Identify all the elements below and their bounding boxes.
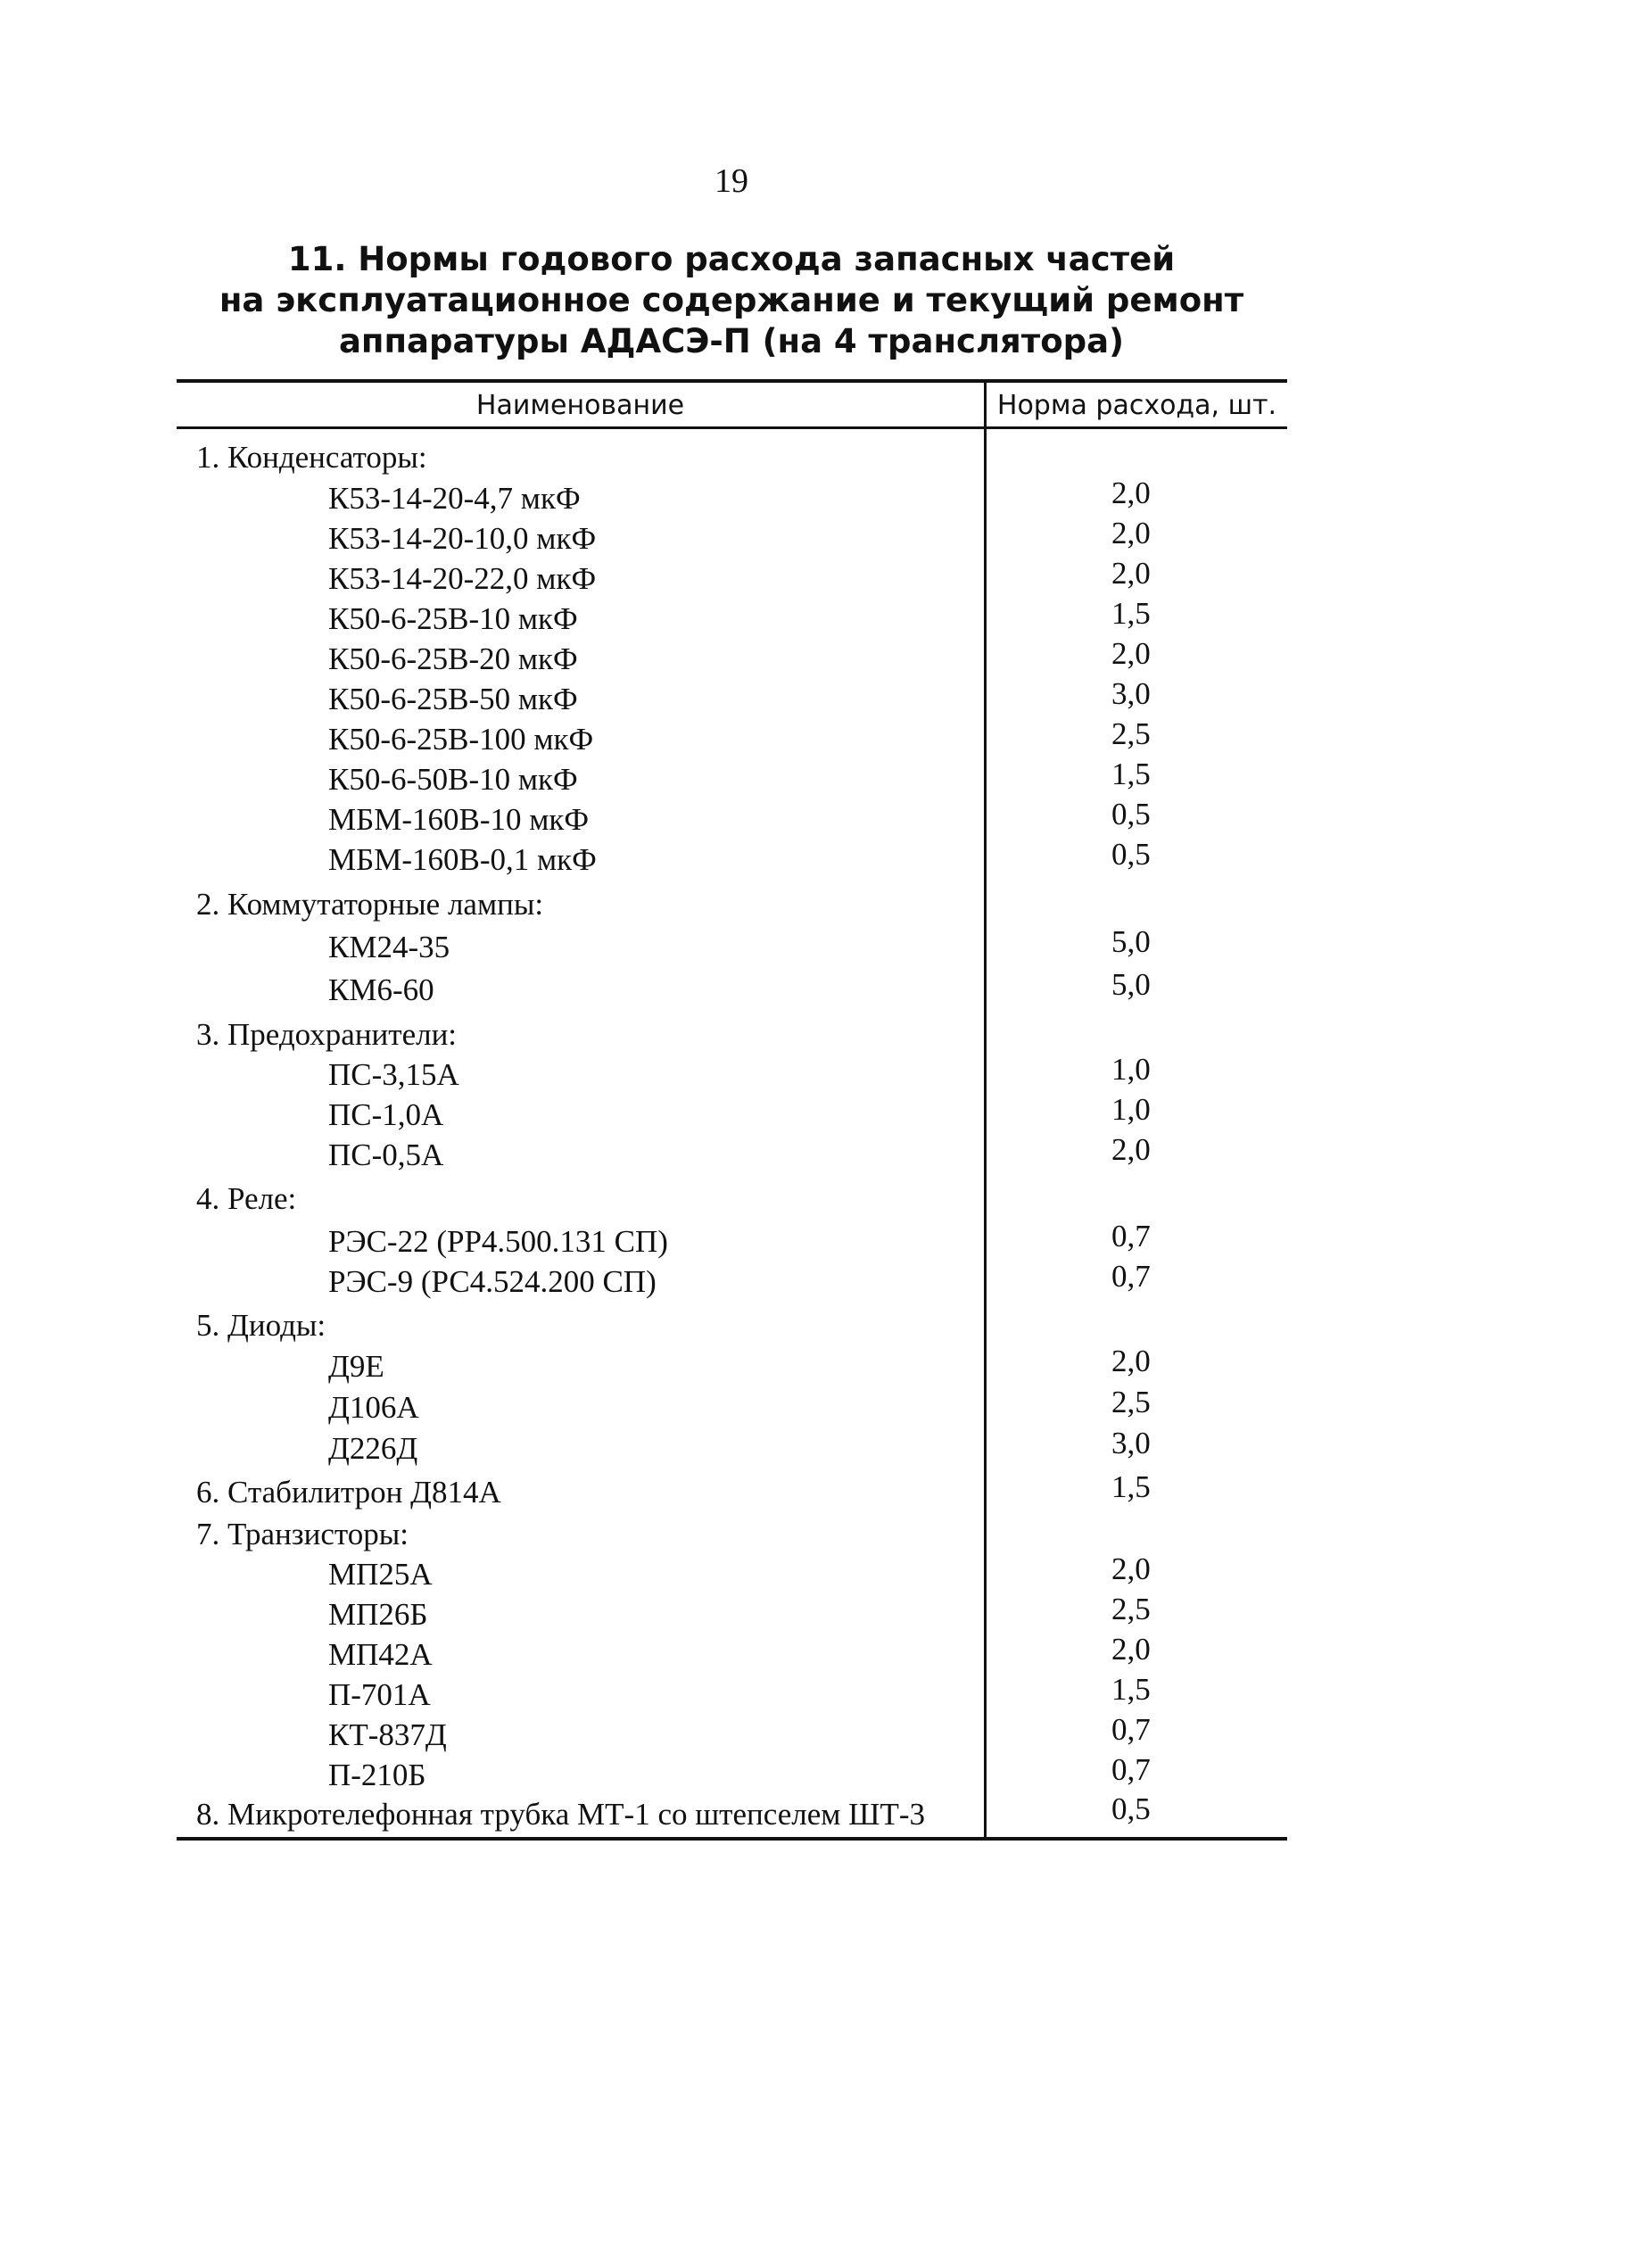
row-name: К53-14-20-22,0 мкФ [328,561,597,596]
table-row-category [177,1015,1287,1055]
row-name: П-210Б [328,1758,426,1792]
row-name: К50-6-25В-10 мкФ [328,601,578,636]
row-name: КТ-837Д [328,1717,447,1752]
row-value: 0,5 [1111,837,1151,872]
table-header-rule [177,426,1287,429]
row-value: 0,7 [1111,1219,1151,1253]
row-value: 1,5 [1111,596,1151,631]
row-name: МП25А [328,1557,433,1592]
table-row-category [177,1791,1287,1834]
row-value: 1,0 [1111,1052,1151,1087]
row-value: 1,0 [1111,1092,1151,1127]
row-name: МП26Б [328,1597,428,1632]
title-line-1: 11. Нормы годового расхода запасных частей [287,240,1176,278]
row-value: 2,0 [1111,636,1151,671]
table-row [177,1551,1287,1594]
table-row [177,1052,1287,1095]
row-name: Д106А [328,1390,419,1425]
row-name: 3. Предохранители: [196,1017,458,1052]
row-name: МБМ-160В-10 мкФ [328,802,590,837]
row-value: 2,0 [1111,476,1151,510]
row-value: 3,0 [1111,676,1151,711]
row-value: 2,5 [1111,1592,1151,1626]
row-name: К53-14-20-10,0 мкФ [328,521,597,556]
row-value: 2,5 [1111,1385,1151,1419]
row-name: 6. Стабилитрон Д814А [196,1475,501,1510]
row-name: КМ24-35 [328,930,450,964]
row-value: 5,0 [1111,924,1151,959]
row-name: К50-6-25В-20 мкФ [328,641,578,676]
row-name: К53-14-20-4,7 мкФ [328,481,581,516]
row-name: К50-6-25В-100 мкФ [328,722,594,757]
table-bottom-rule [177,1837,1287,1841]
title-line-2: на эксплуатационное содержание и текущий ремонт [219,281,1244,319]
row-name: ПС-3,15А [328,1057,459,1092]
row-name: Д226Д [328,1431,418,1466]
row-name: 7. Транзисторы: [196,1517,409,1551]
row-value: 3,0 [1111,1426,1151,1460]
row-name: КМ6-60 [328,972,434,1007]
row-value: 0,7 [1111,1712,1151,1747]
row-name: Д9Е [328,1349,384,1384]
row-value: 1,5 [1111,757,1151,791]
row-value: 1,5 [1111,1469,1151,1504]
table-row [177,596,1287,639]
table-row-category [177,885,1287,924]
table-title [0,239,1463,362]
row-value: 0,5 [1111,797,1151,831]
row-name: К50-6-50В-10 мкФ [328,762,578,797]
row-name: РЭС-22 (РР4.500.131 СП) [328,1224,668,1259]
row-name: 4. Реле: [196,1181,297,1216]
table-row [177,1259,1287,1302]
row-name: К50-6-25В-50 мкФ [328,682,578,716]
row-name: МП42А [328,1637,433,1672]
table-row [177,967,1287,1010]
header-norm: Норма расхода, шт. [996,390,1277,421]
row-name: П-701А [328,1677,431,1712]
row-value: 2,0 [1111,516,1151,550]
row-value: 2,0 [1111,1344,1151,1378]
row-name: ПС-0,5А [328,1138,444,1172]
table-row [177,837,1287,880]
table-row [177,676,1287,719]
row-name: МБМ-160В-0,1 мкФ [328,842,597,877]
table-row-category [177,438,1287,477]
header-name: Наименование [475,390,685,421]
table-row [177,516,1287,558]
table-top-rule [177,379,1287,383]
table-row [177,1092,1287,1135]
table-row [177,1592,1287,1634]
row-name: 5. Диоды: [196,1308,326,1343]
row-name: 2. Коммутаторные лампы: [196,887,544,922]
row-value: 1,5 [1111,1672,1151,1707]
row-value: 0,5 [1111,1791,1151,1826]
table-row-category [177,1469,1287,1512]
row-value: 2,0 [1111,556,1151,591]
table-row [177,1712,1287,1755]
row-value: 5,0 [1111,967,1151,1002]
row-value: 0,7 [1111,1752,1151,1787]
table-row [177,924,1287,967]
row-name: ПС-1,0А [328,1097,444,1132]
table-row-category [177,1179,1287,1219]
table-row [177,1426,1287,1468]
table-row [177,1132,1287,1175]
table-row [177,1672,1287,1715]
row-value: 2,0 [1111,1632,1151,1667]
table-row [177,1344,1287,1386]
row-name: РЭС-9 (РС4.524.200 СП) [328,1264,657,1299]
table-row [177,757,1287,799]
table-row-category [177,1306,1287,1345]
table-row [177,1219,1287,1262]
row-value: 0,7 [1111,1259,1151,1294]
table-row [177,1385,1287,1427]
title-line-3: аппаратуры АДАСЭ-П (на 4 транслятора) [338,322,1125,360]
table-row-category [177,1515,1287,1554]
table-row [177,476,1287,518]
table-row [177,556,1287,599]
table-row [177,1632,1287,1675]
table-row [177,797,1287,840]
row-value: 2,0 [1111,1551,1151,1586]
table-row [177,716,1287,759]
page-number: 19 [714,162,748,200]
row-value: 2,0 [1111,1132,1151,1167]
spare-parts-table [177,379,1287,1842]
row-name: 1. Конденсаторы: [196,440,427,475]
table-row [177,636,1287,679]
row-value: 2,5 [1111,716,1151,751]
row-name: 8. Микротелефонная трубка МТ-1 со штепселем ШТ-3 [196,1797,925,1832]
